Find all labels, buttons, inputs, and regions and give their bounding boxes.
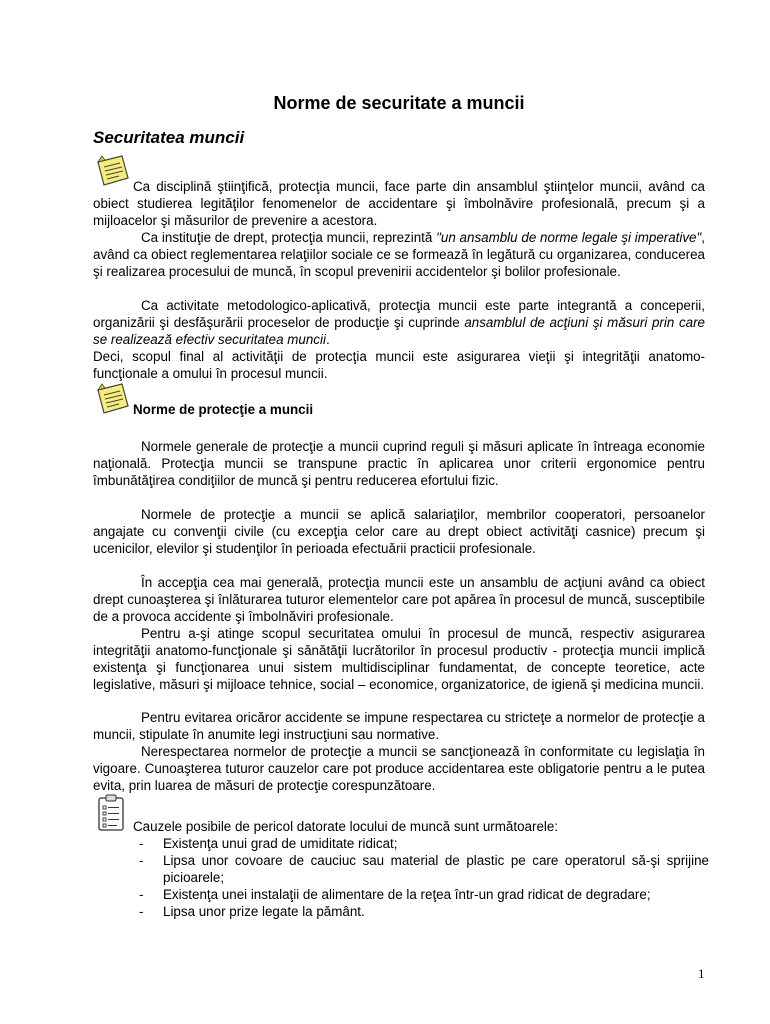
page-title: Norme de securitate a muncii (273, 93, 525, 113)
checklist-icon (97, 794, 127, 837)
paragraph-4: Deci, scopul final al activităţii de protecţia muncii este asigurarea vieţii şi integrităţii anatomo-funcţionale a omului în procesul muncii. (93, 349, 705, 381)
paragraph-5: Normele generale de protecţie a muncii cuprind reguli şi măsuri aplicate în întreaga economie naţională. Protecţia muncii se transpune practic în aplicarea unor criterii ergonomice pentru îmbunătăţirea condiţiilor de muncă şi pentru reducerea efortului fizic. (93, 439, 705, 488)
paragraph-10: Nerespectarea normelor de protecţie a muncii se sancţionează în conformitate cu legislaţia în vigoare. Cunoaşterea tuturor cauzelor care pot produce accidentarea este obligatorie pentru a le putea evita, prin luarea de măsuri de protecţie corespunzătoare. (93, 744, 705, 793)
paragraph-3 (93, 297, 705, 348)
sticky-note-icon (95, 382, 131, 421)
paragraph-3-emphasis: ansamblul de acţiuni şi măsuri prin care se realizează efectiv securitatea muncii (93, 315, 706, 347)
paragraph-2-text-c: , având ca obiect reglementarea relaţiilor sociale ce se formează în legătură cu organizarea, conducerea şi realizarea procesului de muncă, în scopul prevenirii accidentelor şi bolilor profesionale. (93, 230, 705, 279)
paragraph-6: Normele de protecţie a muncii se aplică salariaţilor, membrilor cooperatori, persoanelor angajate cu convenţii civile (cu excepţia celor care au drept obiect activităţi casnice) precum şi ucenicilor, elevilor şi studenţilor în perioada efectuării practicii profesionale. (93, 507, 705, 556)
paragraph-7: În accepţia cea mai generală, protecţia muncii este un ansamblu de acţiuni având ca obiect drept cunoaşterea şi înlăturarea tuturor elementelor care pot apărea în procesul de muncă, susceptibile de a provoca accidente şi îmbolnăviri profesionale. (93, 575, 705, 624)
page-number: 1 (698, 966, 705, 981)
paragraph-9: Pentru evitarea oricăror accidente se impune respectarea cu stricteţe a normelor de protecţie a muncii, stipulate în anumite legi instrucţiuni sau normative. (93, 710, 705, 742)
paragraph-2 (93, 229, 705, 280)
paragraph-3-text-c: . (325, 332, 330, 347)
section-title-norme-protectie: Norme de protecţie a muncii (133, 402, 314, 417)
list-item: - Lipsa unor prize legate la pământ. (139, 903, 709, 920)
paragraph-3-text-a: Ca activitate metodologico-aplicativă, protecţia muncii este parte integrantă a conceperii, organizării şi desfăşurării proceselor de producţie şi cuprinde (93, 298, 705, 330)
list-item: - Existenţa unei instalaţii de alimentare de la reţea într-un grad ridicat de degradare; (139, 886, 709, 903)
paragraph-1 (93, 178, 705, 229)
list-item: - Lipsa unor covoare de cauciuc sau material de plastic pe care operatorul să-şi sprijine picioarele; (139, 852, 709, 886)
paragraph-2-emphasis: "un ansamblu de norme legale şi imperative" (436, 230, 702, 245)
paragraph-2-text-a: Ca instituţie de drept, protecţia muncii, reprezintă (141, 230, 437, 245)
list-item: - Existenţa unui grad de umiditate ridicat; (139, 835, 709, 852)
paragraph-8: Pentru a-şi atinge scopul securitatea omului în procesul de muncă, respectiv asigurarea integrităţii anatomo-funcţionale şi sănătăţii lucrătorilor în procesul productiv - protecţia muncii implică existenţa şi funcţionarea unui sistem multidisciplinar fundamentat, de concepte teoretice, acte legislative, măsuri şi mijloace tehnice, social – economice, organizatorice, de igienă şi medicina muncii. (93, 626, 705, 692)
list-intro: Cauzele posibile de pericol datorate locului de muncă sunt următoarele: (133, 819, 559, 834)
paragraph-1-text: Ca disciplină ştiinţifică, protecţia muncii, face parte din ansamblul ştiinţelor muncii, având ca obiect studierea legităţilor fenomenelor de accidentare şi îmbolnăvire profesională, precum şi a mijloacelor şi măsurilor de prevenire a acestora. (93, 179, 705, 228)
section-title-securitatea: Securitatea muncii (93, 128, 245, 147)
hazard-list (139, 835, 709, 920)
